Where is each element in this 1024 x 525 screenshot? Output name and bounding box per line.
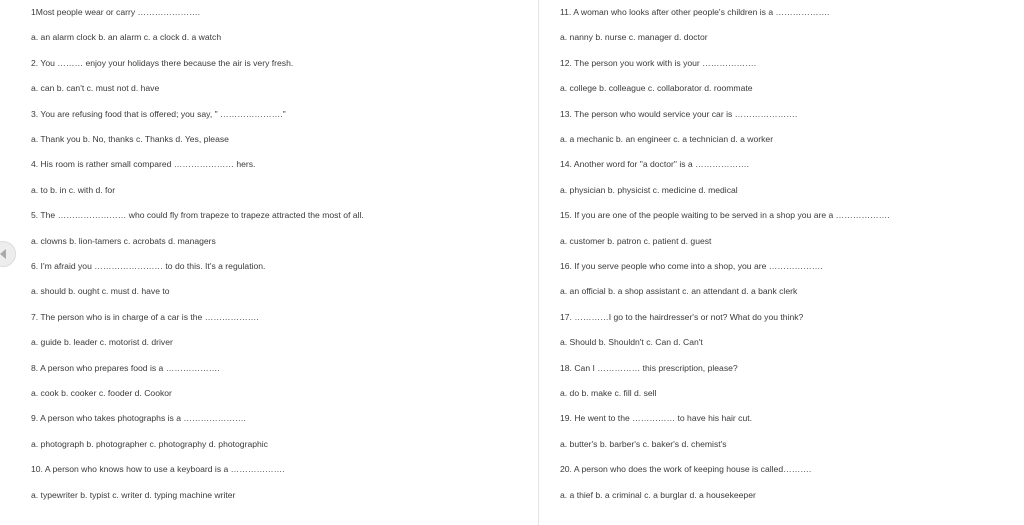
answer-options-line: a. photograph b. photographer c. photography d. photographic <box>31 438 268 449</box>
question-line: 20. A person who does the work of keeping house is called………. <box>560 464 812 475</box>
question-line: 8. A person who prepares food is a ………………. <box>31 362 220 373</box>
answer-options-line: a. an official b. a shop assistant c. an attendant d. a bank clerk <box>560 286 798 297</box>
answer-options-line: a. a thief b. a criminal c. a burglar d. a housekeeper <box>560 489 756 500</box>
answer-options-line: a. cook b. cooker c. fooder d. Cookor <box>31 388 172 398</box>
answer-options-line: a. an alarm clock b. an alarm c. a clock d. a watch <box>31 32 222 43</box>
answer-options-line: a. butter's b. barber's c. baker's d. chemist's <box>560 438 727 449</box>
question-line: 6. I'm afraid you …………………… to do this. It's a regulation. <box>31 261 266 271</box>
question-line: 1Most people wear or carry …………………. <box>31 7 201 17</box>
question-line: 2. You ……… enjoy your holidays there because the air is very fresh. <box>31 57 294 68</box>
answer-options-line: a. Should b. Shouldn't c. Can d. Can't <box>560 337 703 348</box>
answer-options-line: a. college b. colleague c. collaborator d. roommate <box>560 83 753 94</box>
previous-page-arrow-icon[interactable] <box>0 241 16 267</box>
answer-options-line: a. customer b. patron c. patient d. guest <box>560 235 712 246</box>
answer-options-line: a. can b. can't c. must not d. have <box>31 83 160 94</box>
question-line: 3. You are refusing food that is offered; you say, " …………………." <box>31 108 286 119</box>
answer-options-line: a. physician b. physicist c. medicine d. medical <box>560 184 738 195</box>
answer-options-line: a. nanny b. nurse c. manager d. doctor <box>560 32 708 43</box>
question-line: 18. Can I …………… this prescription, please? <box>560 362 738 373</box>
question-line: 15. If you are one of the people waiting to be served in a shop you are a ………………. <box>560 210 890 221</box>
question-line: 10. A person who knows how to use a keyboard is a ………………. <box>31 464 285 475</box>
answer-options-line: a. do b. make c. fill d. sell <box>560 388 657 398</box>
question-line: 4. His room is rather small compared ………………… hers. <box>31 159 256 170</box>
question-line: 19. He went to the …………… to have his hair cut. <box>560 413 753 424</box>
question-line: 14. Another word for "a doctor" is a ………………. <box>560 159 750 170</box>
question-line: 9. A person who takes photographs is a …………………. <box>31 413 246 424</box>
question-line: 11. A woman who looks after other people's children is a ………………. <box>560 7 830 17</box>
column-divider <box>538 0 539 525</box>
answer-options-line: a. clowns b. lion-tamers c. acrobats d. managers <box>31 235 216 246</box>
answer-options-line: a. a mechanic b. an engineer c. a technician d. a worker <box>560 134 774 144</box>
answer-options-line: a. typewriter b. typist c. writer d. typing machine writer <box>31 489 236 500</box>
answer-options-line: a. Thank you b. No, thanks c. Thanks d. Yes, please <box>31 134 229 144</box>
question-line: 7. The person who is in charge of a car is the ………………. <box>31 311 259 322</box>
question-line: 5. The …………………… who could fly from trapeze to trapeze attracted the most of all. <box>31 210 364 221</box>
answer-options-line: a. guide b. leader c. motorist d. driver <box>31 337 173 348</box>
question-line: 12. The person you work with is your ………………. <box>560 57 757 68</box>
question-line: 16. If you serve people who come into a shop, you are ………………. <box>560 261 823 271</box>
answer-options-line: a. to b. in c. with d. for <box>31 184 116 195</box>
answer-options-line: a. should b. ought c. must d. have to <box>31 286 170 297</box>
question-line: 17. …………I go to the hairdresser's or not? What do you think? <box>560 311 804 322</box>
question-line: 13. The person who would service your car is …………………. <box>560 108 798 119</box>
